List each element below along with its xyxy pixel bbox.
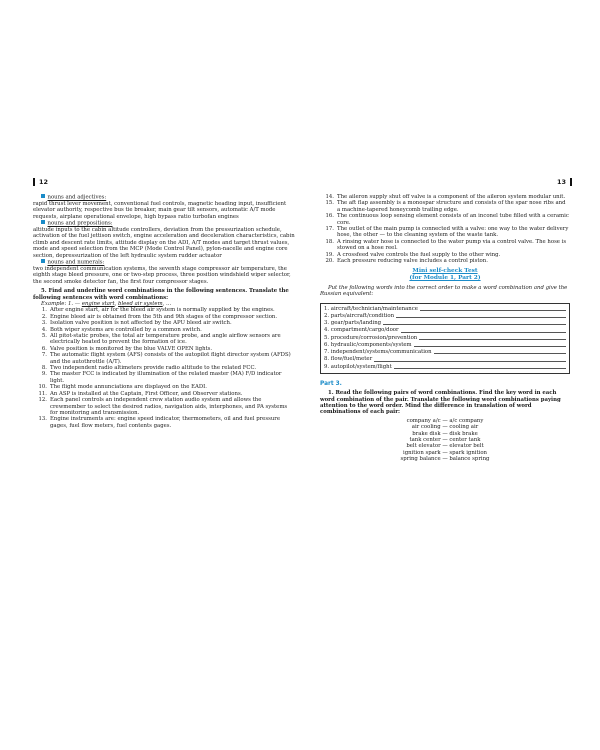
word-order-item: 7. independent/systems/communication bbox=[324, 349, 566, 356]
right-page bbox=[300, 170, 576, 570]
pair-item: company a/c — a/c company bbox=[406, 417, 484, 424]
sentence-list bbox=[320, 194, 570, 264]
part-3-heading: Part 3. bbox=[320, 380, 342, 387]
answer-line bbox=[434, 349, 566, 354]
pairs-list bbox=[320, 418, 570, 463]
list-item: 14. The aileron supply shut off valve is a component of the aileron system modular unit. bbox=[325, 194, 566, 200]
mini-test-instruction: Put the following words into the correct order to make a word combination and give the Russian equivalent: bbox=[320, 285, 568, 298]
bullet-square-icon bbox=[41, 194, 45, 198]
word-order-item: 4. compartment/cargo/door bbox=[324, 327, 566, 334]
list-item: 3. Isolation valve position is not affected by the APU bleed air switch. bbox=[41, 320, 232, 327]
list-item: 17. The outlet of the main pump is connected with a valve: one way to the water delivery hose, the other — to the cleaning system of the waste tank. bbox=[325, 226, 569, 239]
pair-item: spring balance — balance spring bbox=[400, 456, 490, 463]
list-item: 2. Engine bleed air is obtained from the 5th and 9th stages of the compressor section. bbox=[41, 313, 278, 320]
list-item: 20. Each pressure reducing valve includes a control piston. bbox=[325, 258, 488, 265]
answer-line bbox=[374, 356, 566, 361]
bullet-heading: nouns and prepositions: bbox=[41, 220, 295, 227]
list-item: 1. After engine start, air for the bleed air system is normally supplied by the engines. bbox=[41, 307, 275, 314]
bullet-text: altitude inputs to the cabin altitude controllers, deviation from the pressurization schedule, activation of the fuel jettison switch, engine acceleration and deceleration characteristics, cabin climb and descent rate limits, attitude display on the ADI, A/T modes and target thrust values, mode and speed selection from the MCP (Mode Control Panel), pylon-nacelle and engine core section, depressurization of the left hydraulic system rudder actuator bbox=[33, 227, 295, 259]
pair-item: air cooling — cooling air bbox=[411, 424, 479, 431]
list-item: 9. The master FCC is indicated by illumination of the related master (MA) F/D indicator light. bbox=[41, 371, 282, 384]
bullet-text: rapid thrust lever movement, conventional fuel controls, magnetic heading input, insufficient elevator authority, respective bus tie breaker, main gear tilt sensors, automatic A/T mode requests, airplane operational envelope, high bypass ratio turbofan engines bbox=[33, 200, 287, 220]
mini-test-subtitle: (for Module 1, Part 2) bbox=[409, 275, 481, 282]
part-3-task: 1. Read the following pairs of word combinations. Find the key word in each word combination of the pair. Translate the following word combinations paying attention to the word order. Mind the difference in translation of word combinations of each pair: bbox=[320, 390, 561, 416]
answer-line bbox=[419, 335, 566, 340]
bullet-square-icon bbox=[41, 259, 45, 263]
pair-item: tank center — center tank bbox=[409, 436, 481, 443]
right-column bbox=[320, 194, 570, 463]
word-order-item: 9. autopilot/system/flight bbox=[324, 364, 566, 371]
pair-item: brake disk — disk brake bbox=[412, 430, 478, 437]
list-item: 16. The continuous loop sensing element consists of an inconel tube filled with a ceramic core. bbox=[325, 213, 569, 226]
left-page-number: 12 bbox=[33, 178, 48, 186]
word-order-item: 2. parts/aircraft/condition bbox=[324, 313, 566, 320]
list-item: 11. An ASP is installed at the Captain, First Officer, and Observer stations. bbox=[38, 390, 243, 397]
right-page-number: 13 bbox=[557, 178, 572, 186]
bullet-text: two independent communication systems, the seventh stage compressor air temperature, the eighth stage bleed pressure, one or two-step process, three position windshield wiper selector, the second smoke detector fan, the first four compressor stages. bbox=[33, 265, 291, 285]
bullet-square-icon bbox=[41, 220, 45, 224]
list-item: 18. A rinsing water hose is connected to the water pump via a control valve. The hose is stowed on a hose reel. bbox=[325, 238, 567, 252]
list-item: 7. The automatic flight system (AFS) consists of the autopilot flight director system (AFDS) and the autothrottle (A/T). bbox=[41, 352, 291, 365]
list-item: 5. All pitot-static probes, the total air temperature probe, and angle airflow sensors are electrically heated to prevent the formation of ice. bbox=[41, 333, 281, 346]
word-order-item: 1. aircraft/technician/maintenance bbox=[324, 306, 566, 313]
answer-line bbox=[420, 306, 566, 311]
answer-line bbox=[396, 313, 566, 318]
pair-item: belt elevator — elevator belt bbox=[406, 443, 484, 450]
mini-test-title: Mini self-check Test bbox=[412, 268, 478, 275]
list-item: 8. Two independent radio altimeters provide radio altitude to the related FCC. bbox=[41, 365, 257, 372]
word-order-box bbox=[320, 303, 570, 374]
answer-line bbox=[414, 342, 566, 347]
bullet-heading: nouns and numerals: bbox=[41, 259, 295, 266]
left-page bbox=[27, 170, 304, 570]
sentence-list bbox=[33, 307, 295, 429]
list-item: 19. A crossfeed valve controls the fuel supply to the other wing. bbox=[325, 251, 501, 258]
book-spread bbox=[0, 170, 600, 570]
list-item: 10. The flight mode annunciations are displayed on the EADI. bbox=[38, 384, 207, 391]
bullet-heading: nouns and adjectives: bbox=[41, 194, 295, 201]
left-column bbox=[33, 194, 295, 429]
list-item: 15. The aft flap assembly is a monospar structure and consists of the spar nose ribs and a machine-tapered honeycomb trailing edge. bbox=[325, 200, 566, 213]
word-order-item: 3. gear/parts/landing bbox=[324, 320, 566, 327]
list-item: 6. Valve position is monitored by the blue VALVE OPEN lights. bbox=[41, 345, 213, 352]
task-5-heading: 5. Find and underline word combinations in the following sentences. Translate the following sentences with word combinations: bbox=[33, 288, 289, 301]
word-order-item: 8. flow/fuel/meter bbox=[324, 356, 566, 363]
list-item: 13. Engine instruments are: engine speed indicator, thermometers, oil and fuel pressure gages, fuel flow meters, fuel contents gages. bbox=[38, 416, 280, 429]
list-item: 4. Both wiper systems are controlled by a common switch. bbox=[41, 326, 202, 333]
list-item: 12. Each panel controls an independent crew station audio system and allows the crewmember to select the desired radios, navigation aids, interphones, and PA systems for monitoring and transmission. bbox=[38, 397, 288, 416]
answer-line bbox=[401, 327, 566, 332]
word-order-item: 6. hydraulic/components/system bbox=[324, 342, 566, 349]
example-line: Example: 1. — engine start, bleed air system, … bbox=[41, 301, 172, 307]
word-order-item: 5. procedure/corrosion/prevention bbox=[324, 335, 566, 342]
pair-item: ignition spark — spark ignition bbox=[402, 449, 487, 456]
answer-line bbox=[383, 320, 566, 325]
answer-line bbox=[394, 364, 566, 369]
